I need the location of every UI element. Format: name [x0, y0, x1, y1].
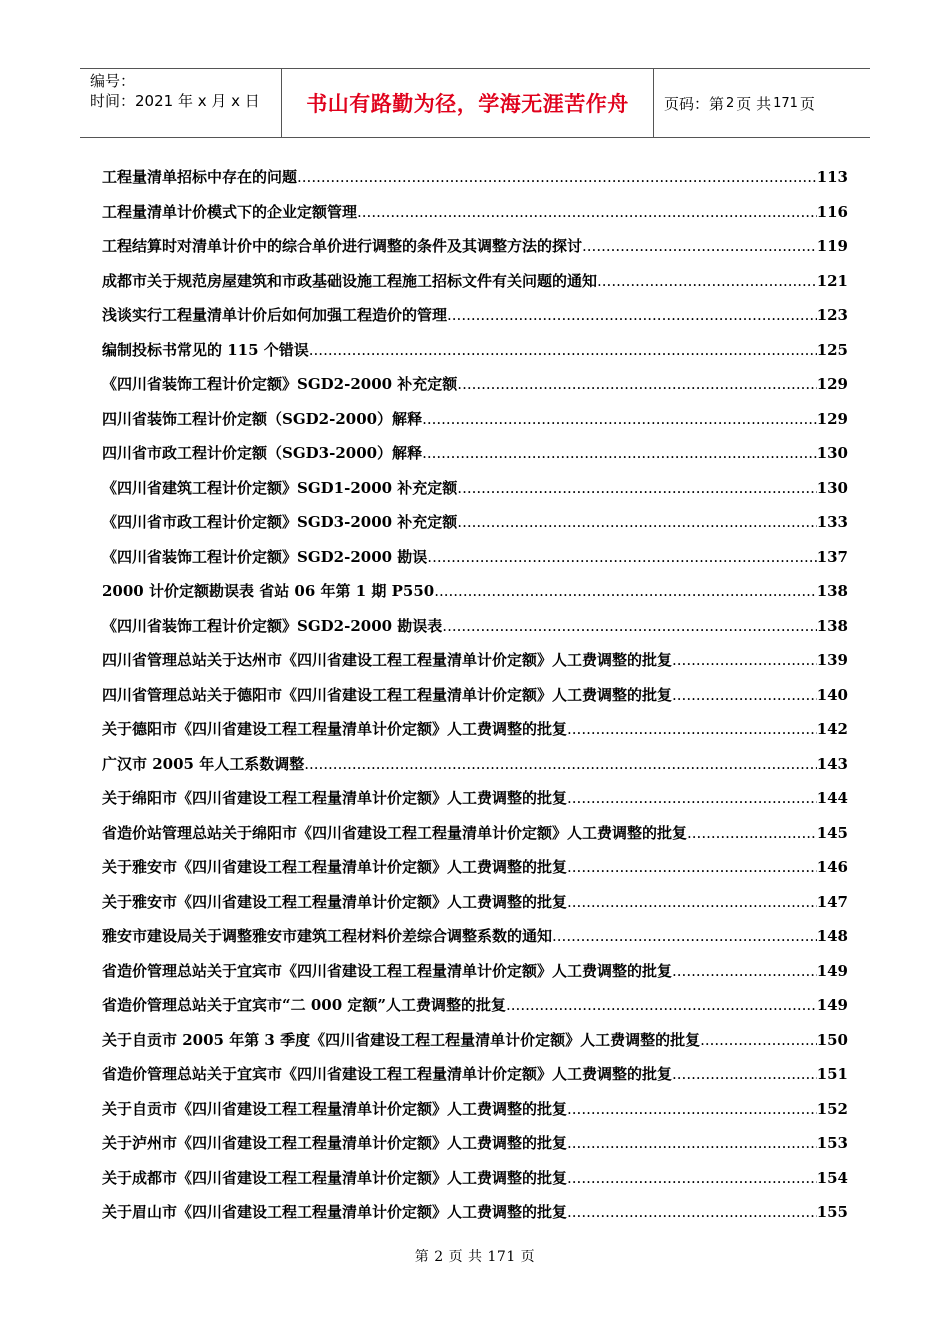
toc-entry-page: 142: [816, 720, 848, 738]
toc-entry-page: 139: [816, 651, 848, 669]
toc-entry-page: 152: [816, 1099, 848, 1118]
document-date: 时间：2021 年 x 月 x 日: [90, 92, 260, 110]
toc-entry-title: 四川省市政工程计价定额（SGD3-2000）解释: [102, 444, 423, 462]
toc-entry-title: 雅安市建设局关于调整雅安市建筑工程材料价差综合调整系数的通知: [102, 927, 553, 945]
toc-entry[interactable]: [102, 333, 848, 368]
toc-entry-title: 关于雅安市《四川省建设工程工程量清单计价定额》人工费调整的批复: [102, 858, 568, 876]
toc-dot-leader: [422, 402, 817, 437]
page-header: [80, 68, 870, 138]
toc-entry[interactable]: [102, 850, 848, 885]
toc-entry-title: 2000 计价定额勘误表 省站 06 年第 1 期 P550: [102, 582, 435, 600]
toc-entry-page: 149: [816, 961, 848, 980]
toc-entry-title: 《四川省装饰工程计价定额》SGD2-2000 勘误: [102, 547, 428, 566]
toc-entry-page: 129: [816, 375, 848, 393]
toc-entry-title: 《四川省市政工程计价定额》SGD3-2000 补充定额: [102, 513, 458, 531]
toc-entry-title: 省造价站管理总站关于绵阳市《四川省建设工程工程量清单计价定额》人工费调整的批复: [102, 823, 688, 842]
toc-entry-page: 137: [816, 547, 848, 566]
toc-entry-page: 154: [816, 1168, 848, 1187]
toc-entry-title: 编制投标书常见的 115 个错误: [102, 340, 309, 359]
toc-entry-title: 关于雅安市《四川省建设工程工程量清单计价定额》人工费调整的批复: [102, 892, 568, 911]
toc-entry[interactable]: [102, 1195, 848, 1230]
toc-entry-page: 153: [816, 1134, 848, 1152]
toc-entry[interactable]: [102, 1057, 848, 1092]
toc-entry[interactable]: [102, 1126, 848, 1161]
header-motto: 书山有路勤为径，学海无涯苦作舟: [306, 92, 629, 116]
toc-entry[interactable]: [102, 505, 848, 540]
toc-entry-page: 155: [816, 1203, 848, 1221]
toc-entry-page: 116: [816, 202, 848, 221]
page-footer: 第 2 页 共 171 页: [414, 1249, 536, 1265]
toc-entry-title: 省造价管理总站关于宜宾市《四川省建设工程工程量清单计价定额》人工费调整的批复: [102, 961, 673, 980]
header-page-info: [654, 69, 870, 137]
toc-dot-leader: [687, 816, 817, 851]
toc-entry-title: 关于自贡市 2005 年第 3 季度《四川省建设工程工程量清单计价定额》人工费调整的批复: [102, 1030, 701, 1049]
toc-entry-page: 144: [816, 789, 848, 807]
toc-entry-title: 工程量清单计价模式下的企业定额管理: [102, 202, 358, 221]
toc-entry-page: 146: [816, 858, 848, 876]
toc-entry-title: 关于德阳市《四川省建设工程工程量清单计价定额》人工费调整的批复: [102, 720, 568, 738]
page-prefix: 页码：第: [664, 94, 725, 113]
toc-entry[interactable]: [102, 402, 848, 437]
toc-entry-page: 130: [816, 478, 848, 497]
toc-dot-leader: [304, 747, 816, 782]
toc-entry-page: 150: [816, 1030, 848, 1049]
toc-entry-page: 130: [816, 444, 848, 462]
toc-dot-leader: [597, 264, 817, 299]
toc-entry[interactable]: [102, 678, 848, 713]
toc-entry[interactable]: [102, 609, 848, 644]
toc-entry-page: 123: [816, 306, 848, 324]
toc-dot-leader: [457, 471, 816, 506]
toc-entry[interactable]: [102, 471, 848, 506]
toc-entry-title: 《四川省装饰工程计价定额》SGD2-2000 补充定额: [102, 375, 458, 393]
toc-entry-page: 145: [816, 823, 848, 842]
toc-entry-title: 广汉市 2005 年人工系数调整: [102, 754, 305, 773]
toc-dot-leader: [672, 643, 817, 678]
toc-entry-title: 关于泸州市《四川省建设工程工程量清单计价定额》人工费调整的批复: [102, 1134, 568, 1152]
toc-entry-page: 151: [816, 1065, 848, 1083]
page-suffix: 页: [799, 94, 815, 113]
toc-entry[interactable]: [102, 540, 848, 575]
toc-entry-title: 省造价管理总站关于宜宾市《四川省建设工程工程量清单计价定额》人工费调整的批复: [102, 1065, 673, 1083]
toc-dot-leader: [309, 333, 817, 368]
toc-entry-page: 138: [816, 616, 848, 635]
toc-entry-title: 工程量清单招标中存在的问题: [102, 168, 298, 186]
toc-dot-leader: [297, 160, 817, 195]
toc-entry-page: 140: [816, 685, 848, 704]
page-current: 2: [726, 95, 735, 111]
toc-dot-leader: [672, 1057, 817, 1092]
toc-entry-page: 121: [816, 271, 848, 290]
toc-entry-title: 成都市关于规范房屋建筑和市政基础设施工程施工招标文件有关问题的通知: [102, 271, 598, 290]
toc-dot-leader: [442, 609, 816, 644]
toc-dot-leader: [427, 540, 816, 575]
toc-entry-title: 省造价管理总站关于宜宾市“二 000 定额”人工费调整的批复: [102, 996, 507, 1014]
toc-entry-page: 147: [816, 892, 848, 911]
toc-entry[interactable]: [102, 436, 848, 471]
toc-entry[interactable]: [102, 160, 848, 195]
toc-entry[interactable]: [102, 954, 848, 989]
toc-entry[interactable]: [102, 816, 848, 851]
toc-dot-leader: [582, 229, 817, 264]
toc-entry-title: 《四川省建筑工程计价定额》SGD1-2000 补充定额: [102, 478, 458, 497]
toc-entry[interactable]: [102, 1092, 848, 1127]
toc-entry-title: 《四川省装饰工程计价定额》SGD2-2000 勘误表: [102, 616, 443, 635]
toc-dot-leader: [422, 436, 817, 471]
toc-dot-leader: [506, 988, 817, 1023]
toc-dot-leader: [672, 678, 817, 713]
document-number-label: 编号：: [90, 72, 136, 90]
toc-entry-page: 149: [816, 996, 848, 1014]
toc-dot-leader: [434, 574, 816, 609]
toc-dot-leader: [672, 954, 817, 989]
toc-dot-leader: [567, 1195, 817, 1230]
toc-entry[interactable]: [102, 781, 848, 816]
toc-entry-page: 125: [816, 340, 848, 359]
toc-entry[interactable]: [102, 229, 848, 264]
toc-entry[interactable]: [102, 712, 848, 747]
header-meta: [80, 69, 282, 137]
toc-entry-page: 143: [816, 754, 848, 773]
toc-entry-title: 四川省管理总站关于德阳市《四川省建设工程工程量清单计价定额》人工费调整的批复: [102, 685, 673, 704]
toc-dot-leader: [567, 781, 817, 816]
toc-dot-leader: [567, 1161, 817, 1196]
toc-entry[interactable]: [102, 643, 848, 678]
toc-entry-title: 关于成都市《四川省建设工程工程量清单计价定额》人工费调整的批复: [102, 1168, 568, 1187]
toc-entry-page: 133: [816, 513, 848, 531]
toc-entry[interactable]: [102, 885, 848, 920]
toc-dot-leader: [457, 367, 816, 402]
toc-entry-title: 关于自贡市《四川省建设工程工程量清单计价定额》人工费调整的批复: [102, 1099, 568, 1118]
toc-dot-leader: [567, 885, 817, 920]
toc-dot-leader: [357, 195, 817, 230]
toc-dot-leader: [552, 919, 817, 954]
toc-entry-page: 148: [816, 927, 848, 945]
header-motto-cell: [282, 69, 654, 137]
toc-entry-page: 119: [816, 237, 848, 255]
toc-entry[interactable]: [102, 747, 848, 782]
toc-entry-title: 工程结算时对清单计价中的综合单价进行调整的条件及其调整方法的探讨: [102, 237, 583, 255]
page-mid: 页 共: [736, 94, 772, 113]
toc-entry-title: 浅谈实行工程量清单计价后如何加强工程造价的管理: [102, 306, 448, 324]
toc-entry-title: 关于绵阳市《四川省建设工程工程量清单计价定额》人工费调整的批复: [102, 789, 568, 807]
toc-entry-page: 138: [816, 582, 848, 600]
toc-entry-page: 129: [816, 409, 848, 428]
toc-entry[interactable]: [102, 367, 848, 402]
toc-dot-leader: [567, 1126, 817, 1161]
toc-entry[interactable]: [102, 1161, 848, 1196]
toc-entry[interactable]: [102, 195, 848, 230]
toc-entry-title: 四川省装饰工程计价定额（SGD2-2000）解释: [102, 409, 423, 428]
toc-dot-leader: [567, 712, 817, 747]
toc-dot-leader: [447, 298, 817, 333]
toc-entry[interactable]: [102, 264, 848, 299]
toc-entry[interactable]: [102, 988, 848, 1023]
toc-dot-leader: [567, 1092, 817, 1127]
toc-entry[interactable]: [102, 1023, 848, 1058]
page-total: 171: [773, 95, 798, 111]
table-of-contents: [102, 160, 848, 1230]
toc-entry-title: 四川省管理总站关于达州市《四川省建设工程工程量清单计价定额》人工费调整的批复: [102, 651, 673, 669]
toc-dot-leader: [700, 1023, 817, 1058]
toc-entry[interactable]: [102, 298, 848, 333]
toc-entry[interactable]: [102, 919, 848, 954]
toc-entry-page: 113: [816, 168, 848, 186]
toc-dot-leader: [457, 505, 816, 540]
toc-entry[interactable]: [102, 574, 848, 609]
toc-dot-leader: [567, 850, 817, 885]
toc-entry-title: 关于眉山市《四川省建设工程工程量清单计价定额》人工费调整的批复: [102, 1203, 568, 1221]
